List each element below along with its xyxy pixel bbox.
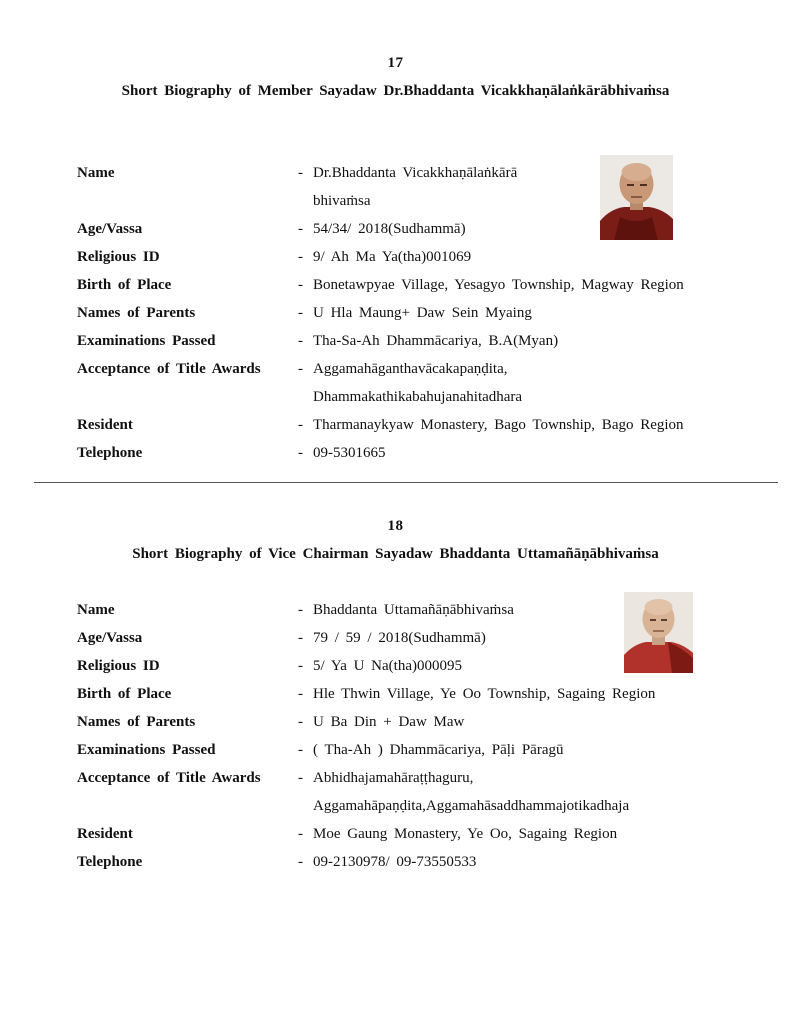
field-label: Resident — [77, 826, 133, 842]
field-value-continuation: Dhammakathikabahujanahitadhara — [313, 389, 523, 405]
field-value: U Hla Maung+ Daw Sein Myaing — [313, 305, 532, 321]
section-divider — [34, 482, 778, 483]
field-dash: - — [298, 361, 303, 377]
field-telephone — [0, 445, 791, 465]
biography-title: Short Biography of Vice Chairman Sayadaw Bhaddanta Uttamañāṇābhivaṁsa — [132, 546, 659, 562]
field-value: Hle Thwin Village, Ye Oo Township, Sagaing Region — [313, 686, 656, 702]
biography-title: Short Biography of Member Sayadaw Dr.Bhaddanta Vicakkhaṇālaṅkārābhivaṁsa — [121, 83, 670, 99]
field-value: ( Tha-Ah ) Dhammācariya, Pāḷi Pāragū — [313, 742, 564, 758]
field-value: 09-5301665 — [313, 445, 386, 461]
field-label: Age/Vassa — [77, 630, 143, 646]
field-dash: - — [298, 826, 303, 842]
field-dash: - — [298, 165, 303, 181]
field-parents — [0, 714, 791, 734]
page-number: 17 — [387, 55, 404, 71]
field-telephone — [0, 854, 791, 874]
field-label: Birth of Place — [77, 686, 172, 702]
field-age — [0, 221, 791, 241]
field-birth-place — [0, 277, 791, 297]
field-dash: - — [298, 602, 303, 618]
field-value: Aggamahāganthavācakapaṇḍita, — [313, 361, 508, 377]
field-dash: - — [298, 417, 303, 433]
field-dash: - — [298, 658, 303, 674]
field-label: Examinations Passed — [77, 742, 216, 758]
field-label: Acceptance of Title Awards — [77, 361, 261, 377]
field-value: Dr.Bhaddanta Vicakkhaṇālaṅkārā — [313, 165, 518, 181]
field-dash: - — [298, 333, 303, 349]
field-examinations — [0, 742, 791, 762]
field-label: Age/Vassa — [77, 221, 143, 237]
field-dash: - — [298, 714, 303, 730]
field-examinations — [0, 333, 791, 353]
field-dash: - — [298, 686, 303, 702]
field-value: 79 / 59 / 2018(Sudhammā) — [313, 630, 486, 646]
field-label: Telephone — [77, 445, 143, 461]
field-value: Tha-Sa-Ah Dhammācariya, B.A(Myan) — [313, 333, 559, 349]
field-value: U Ba Din + Daw Maw — [313, 714, 465, 730]
field-value: Moe Gaung Monastery, Ye Oo, Sagaing Region — [313, 826, 618, 842]
field-value: 9/ Ah Ma Ya(tha)001069 — [313, 249, 472, 265]
field-resident — [0, 826, 791, 846]
field-label: Name — [77, 165, 115, 181]
field-dash: - — [298, 445, 303, 461]
field-label: Name — [77, 602, 115, 618]
field-value-continuation: Aggamahāpaṇḍita,Aggamahāsaddhammajotikadhaja — [313, 798, 630, 814]
field-value: 09-2130978/ 09-73550533 — [313, 854, 477, 870]
field-dash: - — [298, 854, 303, 870]
field-dash: - — [298, 221, 303, 237]
field-value: Bhaddanta Uttamañāṇābhivaṁsa — [313, 602, 514, 618]
field-label: Names of Parents — [77, 305, 196, 321]
field-name — [0, 165, 791, 185]
page-number: 18 — [387, 518, 404, 534]
field-value: Bonetawpyae Village, Yesagyo Township, Magway Region — [313, 277, 684, 293]
field-value: Abhidhajamahāraṭṭhaguru, — [313, 770, 474, 786]
field-value: Tharmanaykyaw Monastery, Bago Township, Bago Region — [313, 417, 684, 433]
field-dash: - — [298, 770, 303, 786]
field-label: Resident — [77, 417, 133, 433]
field-label: Religious ID — [77, 249, 160, 265]
field-dash: - — [298, 305, 303, 321]
field-resident — [0, 417, 791, 437]
field-name — [0, 602, 791, 622]
field-value-continuation: bhivaṁsa — [313, 193, 371, 209]
field-title-awards — [0, 770, 791, 790]
field-parents — [0, 305, 791, 325]
field-label: Names of Parents — [77, 714, 196, 730]
field-religious-id — [0, 249, 791, 269]
field-label: Examinations Passed — [77, 333, 216, 349]
field-label: Telephone — [77, 854, 143, 870]
field-dash: - — [298, 742, 303, 758]
field-title-awards — [0, 361, 791, 381]
field-value: 54/34/ 2018(Sudhammā) — [313, 221, 466, 237]
field-dash: - — [298, 249, 303, 265]
field-label: Acceptance of Title Awards — [77, 770, 261, 786]
field-birth-place — [0, 686, 791, 706]
field-label: Religious ID — [77, 658, 160, 674]
field-label: Birth of Place — [77, 277, 172, 293]
field-dash: - — [298, 630, 303, 646]
field-religious-id — [0, 658, 791, 678]
field-age — [0, 630, 791, 650]
field-value: 5/ Ya U Na(tha)000095 — [313, 658, 462, 674]
field-dash: - — [298, 277, 303, 293]
